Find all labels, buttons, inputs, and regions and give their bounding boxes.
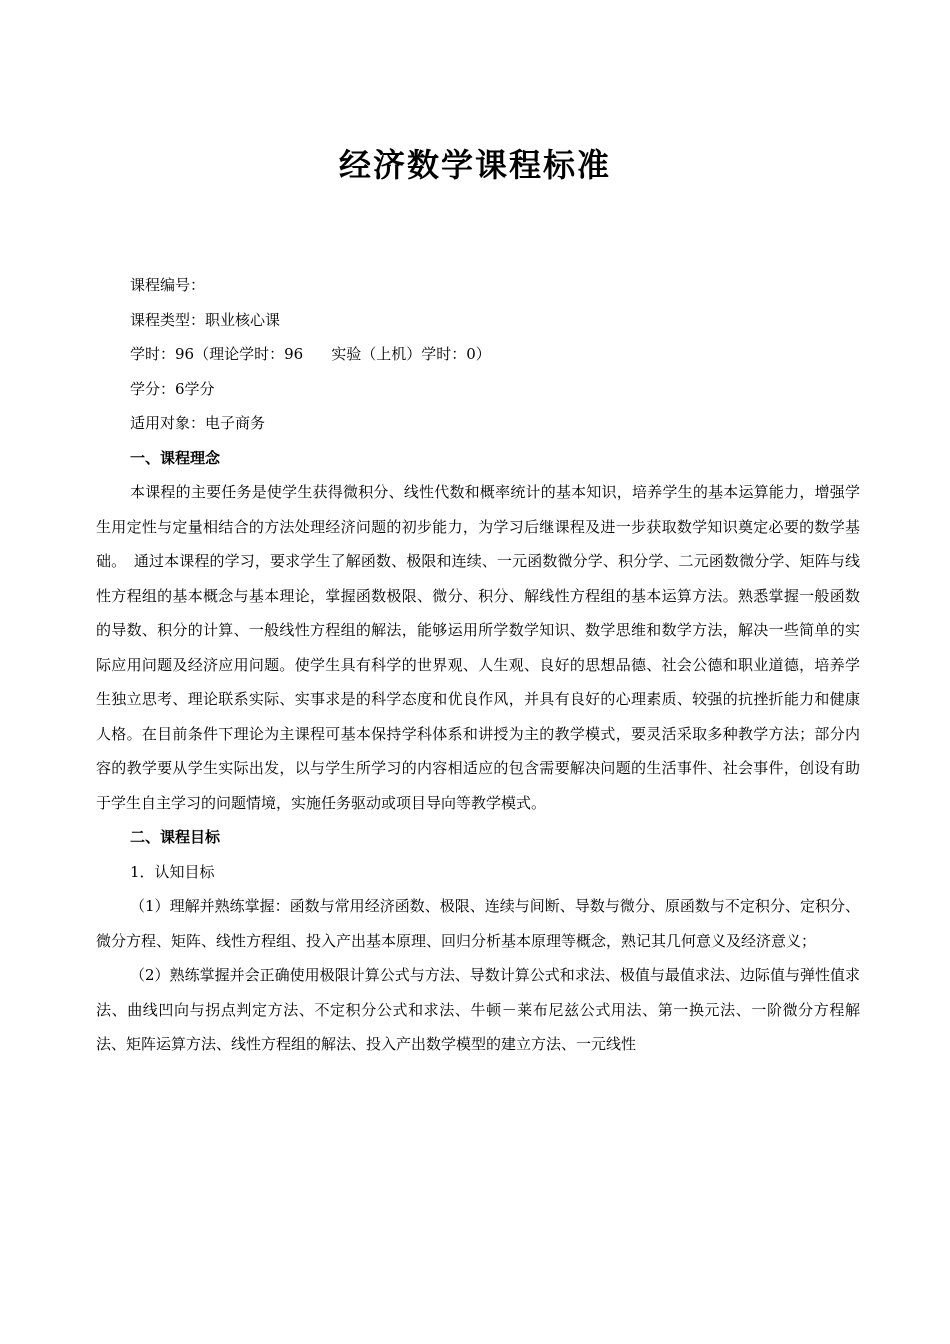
course-hours-line <box>96 337 860 372</box>
course-type-line: 课程类型：职业核心课 <box>130 310 281 329</box>
document-body <box>96 268 860 1062</box>
hours-theory: 学时：96（理论学时：96 <box>130 345 304 363</box>
cognitive-objectives-label: 1．认知目标 <box>130 862 215 881</box>
audience-line: 适用对象：电子商务 <box>130 414 266 432</box>
credits-line: 学分：6学分 <box>130 379 215 398</box>
hours-lab: 实验（上机）学时：0） <box>331 345 491 363</box>
philosophy-paragraph: 本课程的主要任务是使学生获得微积分、线性代数和概率统计的基本知识，培养学生的基本运算能力，增强学生用定性与定量相结合的方法处理经济问题的初步能力，为学习后继课程及进一步获取数学知识奠定必要的数学基础。 通过本课程的学习，要求学生了解函数、极限和连续、一元函数微分学、积分学、二元函数微分学、矩阵与线性方程组的基本概念与基本理论，掌握函数极限、微分、积分、解线性方程组的基本运算方法。熟悉掌握一般函数的导数、积分的计算、一般线性方程组的解法，能够运用所学数学知识、数学思维和数学方法，解决一些简单的实际应用问题及经济应用问题。使学生具有科学的世界观、人生观、良好的思想品德、社会公德和职业道德，培养学生独立思考、理论联系实际、实事求是的科学态度和优良作风，并具有良好的心理素质、较强的抗挫折能力和健康人格。在目前条件下理论为主课程可基本保持学科体系和讲授为主的教学模式，要灵活采取多种教学方法；部分内容的教学要从学生实际出发，以与学生所学习的内容相适应的包含需要解决问题的生活事件、社会事件，创设有助于学生自主学习的问题情境，实施任务驱动或项目导向等教学模式。 <box>96 483 860 812</box>
course-code-line: 课程编号： <box>130 276 206 294</box>
document-title: 经济数学课程标准 <box>338 146 611 184</box>
section-heading-objectives: 二、课程目标 <box>130 828 221 846</box>
section-heading-philosophy: 一、课程理念 <box>130 448 221 467</box>
objective-item-1: （1）理解并熟练掌握：函数与常用经济函数、极限、连续与间断、导数与微分、原函数与不定积分、定积分、微分方程、矩阵、线性方程组、投入产出基本原理、回归分析基本原理等概念，熟记其几何意义及经济意义； <box>96 897 860 950</box>
objective-item-2: （2）熟练掌握并会正确使用极限计算公式与方法、导数计算公式和求法、极值与最值求法、边际值与弹性值求法、曲线凹向与拐点判定方法、不定积分公式和求法、牛顿－莱布尼兹公式用法、第一换元法、一阶微分方程解法、矩阵运算方法、线性方程组的解法、投入产出数学模型的建立方法、一元线性 <box>96 966 860 1053</box>
